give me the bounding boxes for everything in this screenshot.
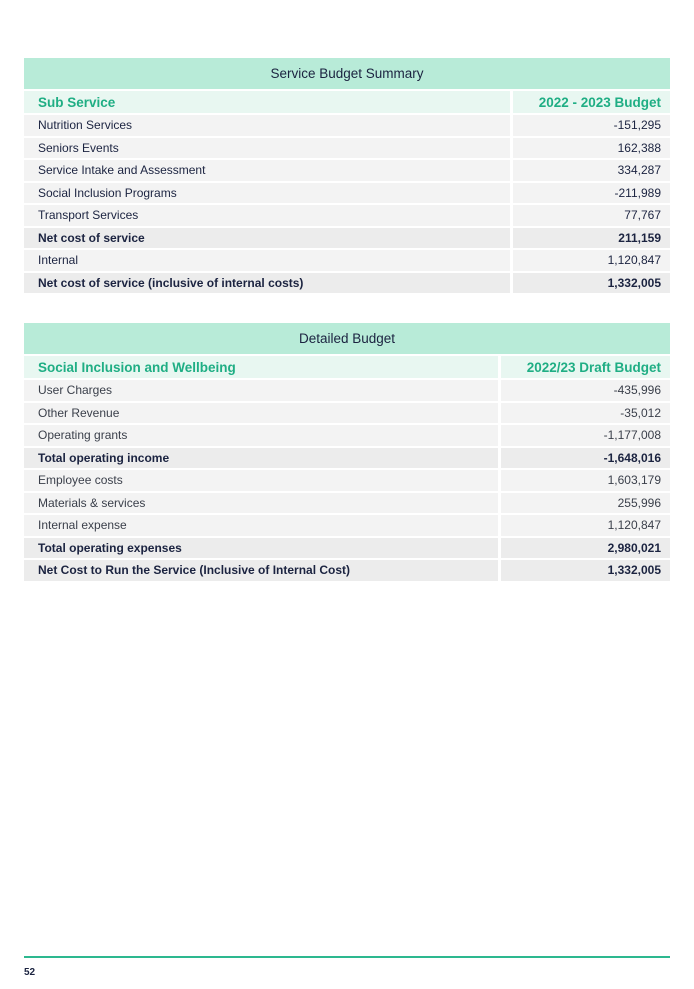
- footer-divider: [24, 956, 670, 958]
- table-row: [24, 515, 670, 536]
- table-row: [24, 160, 670, 181]
- row-value: 77,767: [513, 205, 670, 226]
- summary-table-title: Service Budget Summary: [24, 58, 670, 89]
- row-label: Service Intake and Assessment: [24, 160, 513, 181]
- row-label: Net Cost to Run the Service (Inclusive of Internal Cost): [24, 560, 501, 581]
- summary-col-budget: 2022 - 2023 Budget: [513, 91, 670, 113]
- page-number: 52: [24, 967, 36, 978]
- detailed-table-title: Detailed Budget: [24, 323, 670, 354]
- row-label: Social Inclusion Programs: [24, 183, 513, 204]
- row-value: -211,989: [513, 183, 670, 204]
- total-row: [24, 560, 670, 581]
- row-value: 255,996: [501, 493, 670, 514]
- table-row: [24, 250, 670, 271]
- detailed-col-draft-budget: 2022/23 Draft Budget: [501, 356, 670, 378]
- row-label: Net cost of service (inclusive of internal costs): [24, 273, 513, 294]
- row-label: Internal expense: [24, 515, 501, 536]
- row-label: Seniors Events: [24, 138, 513, 159]
- summary-table-grid: [24, 89, 670, 295]
- row-value: 2,980,021: [501, 538, 670, 559]
- row-label: User Charges: [24, 380, 501, 401]
- row-label: Internal: [24, 250, 513, 271]
- row-label: Net cost of service: [24, 228, 513, 249]
- row-value: 1,120,847: [501, 515, 670, 536]
- detailed-table-grid: [24, 354, 670, 583]
- row-label: Total operating income: [24, 448, 501, 469]
- table-row: [24, 115, 670, 136]
- detailed-col-service: Social Inclusion and Wellbeing: [24, 356, 501, 378]
- row-label: Other Revenue: [24, 403, 501, 424]
- table-row: [24, 205, 670, 226]
- table-row: [24, 470, 670, 491]
- row-value: -151,295: [513, 115, 670, 136]
- table-row: [24, 380, 670, 401]
- row-value: 1,332,005: [513, 273, 670, 294]
- row-label: Employee costs: [24, 470, 501, 491]
- table-row: [24, 493, 670, 514]
- row-value: -1,648,016: [501, 448, 670, 469]
- subtotal-row: [24, 538, 670, 559]
- detailed-budget-table: [24, 323, 670, 583]
- row-value: 1,120,847: [513, 250, 670, 271]
- table-row: [24, 138, 670, 159]
- table-row: [24, 183, 670, 204]
- summary-col-sub-service: Sub Service: [24, 91, 513, 113]
- subtotal-row: [24, 448, 670, 469]
- table-row: [24, 403, 670, 424]
- detailed-header-row: [24, 356, 670, 378]
- total-row: [24, 273, 670, 294]
- row-value: -435,996: [501, 380, 670, 401]
- row-label: Operating grants: [24, 425, 501, 446]
- row-value: -35,012: [501, 403, 670, 424]
- row-value: 211,159: [513, 228, 670, 249]
- row-label: Materials & services: [24, 493, 501, 514]
- row-value: 1,332,005: [501, 560, 670, 581]
- row-value: 1,603,179: [501, 470, 670, 491]
- table-row: [24, 425, 670, 446]
- row-value: -1,177,008: [501, 425, 670, 446]
- summary-header-row: [24, 91, 670, 113]
- row-label: Nutrition Services: [24, 115, 513, 136]
- service-budget-summary-table: [24, 58, 670, 295]
- row-value: 162,388: [513, 138, 670, 159]
- row-label: Transport Services: [24, 205, 513, 226]
- subtotal-row: [24, 228, 670, 249]
- row-value: 334,287: [513, 160, 670, 181]
- row-label: Total operating expenses: [24, 538, 501, 559]
